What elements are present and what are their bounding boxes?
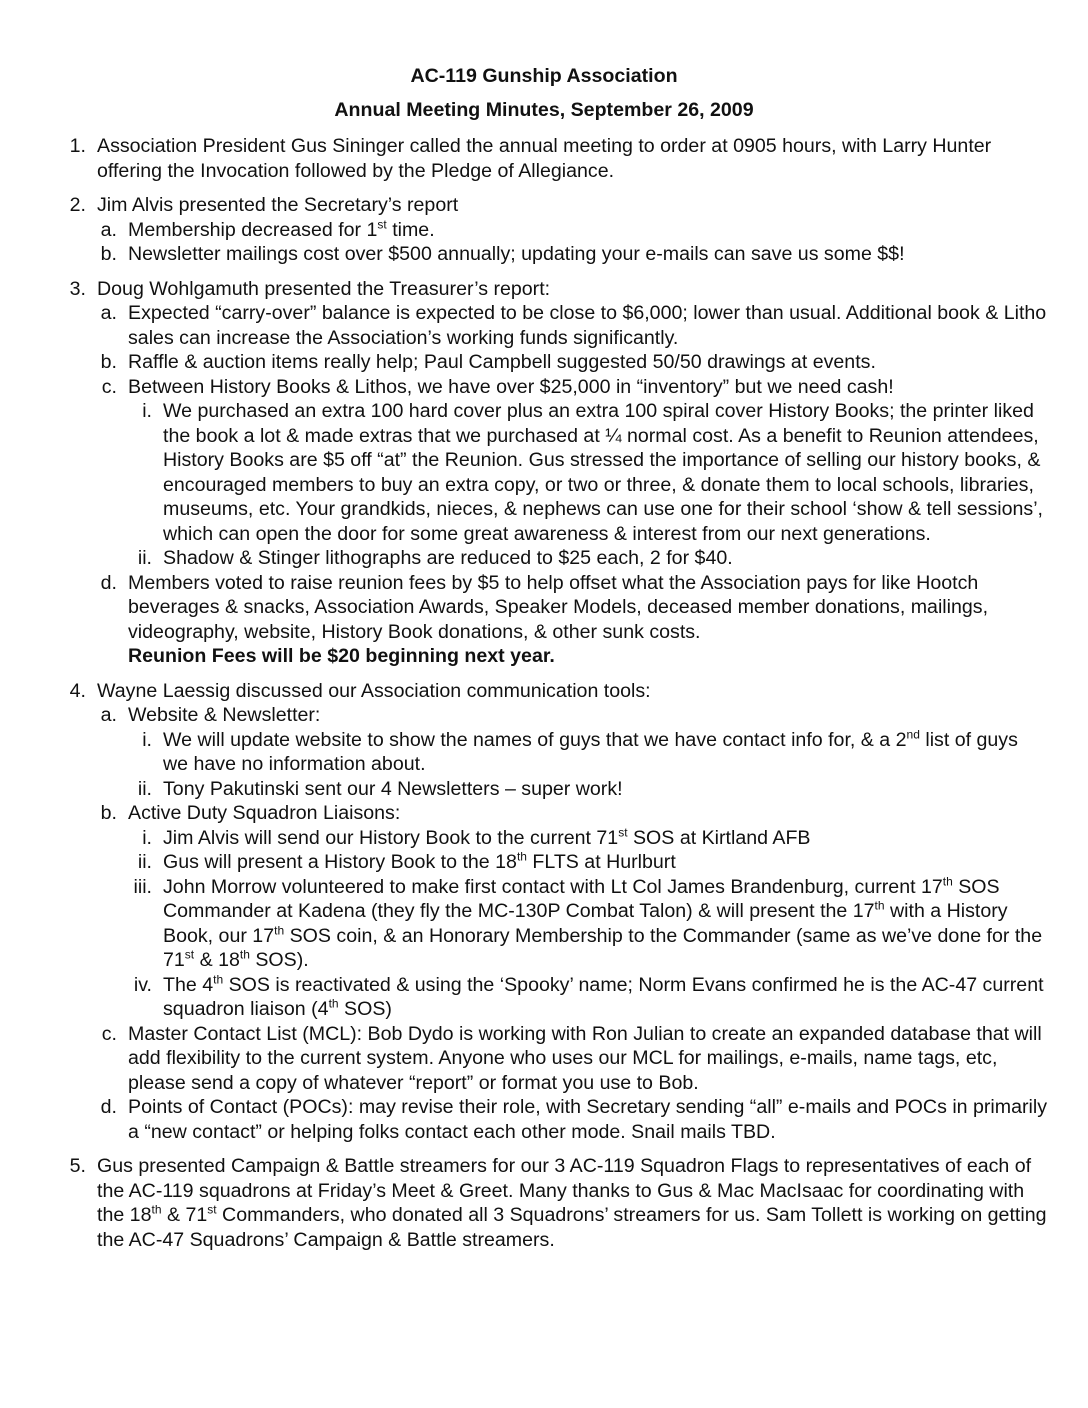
reunion-fees-notice: Reunion Fees will be $20 beginning next year. [128,645,555,667]
subitem-text: Between History Books & Lithos, we have over $25,000 in “inventory” but we need cash! [128,375,894,398]
item-number: 5. [69,1155,86,1177]
subsubitem-4b-ii [128,850,1048,875]
subitem-letter: c. [101,375,117,398]
subsubitem-text: Tony Pakutinski sent our 4 Newsletters – super work! [163,777,623,800]
subitem-letter: a. [100,704,117,726]
subsubitem-text: Shadow & Stinger lithographs are reduced to $25 each, 2 for $40. [163,547,733,569]
subsubitem-numeral: i. [142,728,152,751]
item-text: Doug Wohlgamuth presented the Treasurer’s report: [97,277,551,300]
subsubitem-numeral: i. [142,826,152,849]
subitem-letter: a. [100,302,117,324]
item-number: 3. [69,277,86,300]
item-number: 1. [69,135,86,157]
item-text: Gus presented Campaign & Battle streamers for our 3 AC-119 Squadron Flags to representatives of each of the AC-119 squadrons at Friday’s Meet & Greet. Many thanks to Gus & Mac MacIsaac for coordinating with the 18th & 71st Commanders, who donated all 3 Squadrons’ streamers for us. Sam Tollett is working on getting the AC-47 Squadrons’ Campaign & Battle streamers. [97,1155,1047,1251]
subsubitem-4a-i [128,728,1048,777]
subitem-text: Members voted to raise reunion fees by $5 to help offset what the Association pays for like Hootch beverages & snacks, Association Awards, Speaker Models, deceased member donations, mailings, videography, website, History Book donations, & other sunk costs. [128,571,989,643]
subsubitem-numeral: ii. [137,777,152,800]
subsubitem-text: The 4th SOS is reactivated & using the ‘Spooky’ name; Norm Evans confirmed he is the AC-47 current squadron liaison (4th SOS) [163,971,1044,1020]
subsubitem-4b-i [128,826,1048,851]
subitem-letter: b. [100,802,117,824]
subitem-text: Points of Contact (POCs): may revise their role, with Secretary sending “all” e-mails and POCs in primarily a “new contact” or helping folks contact each other mode. Snail mails TBD. [128,1096,1048,1143]
subsubitem-numeral: iii. [133,875,152,898]
subitem-letter: b. [100,243,117,265]
minutes-item-5 [0,1154,1088,1252]
minutes-item-2 [0,193,1088,267]
subitem-4a [97,703,1048,801]
item-number: 2. [69,194,86,216]
subitem-3b [97,350,1048,375]
item-text: Jim Alvis presented the Secretary’s report [97,194,459,216]
subsubitem-4b-iv [128,973,1048,1022]
subitem-letter: b. [100,351,117,373]
item-text: Association President Gus Sininger called the annual meeting to order at 0905 hours, with Larry Hunter offering the Invocation followed by the Pledge of Allegiance. [97,135,992,182]
minutes-item-1 [0,134,1088,183]
document-title: AC-119 Gunship Association [410,65,678,87]
item-text: Wayne Laessig discussed our Association communication tools: [97,679,651,702]
subitem-2b [97,242,1048,267]
subitem-text: Active Duty Squadron Liaisons: [128,802,401,824]
subitem-text: Website & Newsletter: [128,704,321,726]
subitem-letter: a. [100,218,117,241]
subsubitem-3c-ii [128,546,1048,571]
document-subtitle: Annual Meeting Minutes, September 26, 2009 [334,99,754,121]
minutes-item-4 [0,679,1088,1145]
subitem-text: Newsletter mailings cost over $500 annually; updating your e-mails can save us some $$! [128,243,905,265]
minutes-item-3 [0,277,1088,669]
subsubitem-4b-iii [128,875,1048,973]
subitem-text: Master Contact List (MCL): Bob Dydo is working with Ron Julian to create an expanded database that will add flexibility to the current system. Anyone who uses our MCL for mailings, e-mails, name tags, etc, please send a copy of whatever “report” or format you use to Bob. [128,1022,1042,1094]
subsubitem-text: Gus will present a History Book to the 18th FLTS at Hurlburt [163,849,676,873]
subsubitem-numeral: iv. [133,973,152,996]
subitem-3d [97,571,1048,669]
subsubitem-3c-i [128,399,1048,546]
subsubitem-text: We purchased an extra 100 hard cover plus an extra 100 spiral cover History Books; the printer liked the book a lot & made extras that we purchased at ¼ normal cost. As a benefit to Reunion attendees, History Books are $5 off “at” the Reunion. Gus stressed the importance of selling our history books, & encouraged members to buy an extra copy, or two or three, & donate them to local schools, libraries, museums, etc. Your grandkids, nieces, & nephews can use one for their school ‘show & tell sessions’, which can open the door for some great awareness & interest from our next generations. [163,400,1044,545]
subsubitem-numeral: i. [142,400,152,422]
subitem-4c [97,1022,1048,1096]
subitem-4b [97,801,1048,1022]
subsubitem-4a-ii [128,777,1048,802]
subitem-letter: d. [100,571,117,594]
subitem-letter: c. [101,1022,117,1045]
subitem-3a [97,301,1048,350]
subitem-text: Membership decreased for 1st time. [128,216,435,241]
subitem-4d [97,1095,1048,1144]
subitem-text: Raffle & auction items really help; Paul Campbell suggested 50/50 drawings at events. [128,351,876,373]
subsubitem-text: We will update website to show the names of guys that we have contact info for, & a 2nd list of guys we have no information about. [163,726,1018,775]
subsubitem-numeral: ii. [137,547,152,569]
subitem-2a [97,218,1048,243]
item-number: 4. [69,679,86,702]
subitem-3c [97,375,1048,571]
subitem-text: Expected “carry-over” balance is expected to be close to $6,000; lower than usual. Additional book & Litho sales can increase the Association’s working funds significantly. [128,302,1047,349]
subitem-letter: d. [100,1096,117,1118]
subsubitem-numeral: ii. [137,851,152,873]
subsubitem-text: Jim Alvis will send our History Book to the current 71st SOS at Kirtland AFB [163,824,811,849]
subsubitem-text: John Morrow volunteered to make first contact with Lt Col James Brandenburg, current 17th SOS Commander at Kadena (they fly the MC-130P Combat Talon) & will present the 17th with a History Book, our 17th SOS coin, & an Honorary Membership to the Commander (same as we’ve done for the 71st & 18th SOS). [163,873,1043,971]
minutes-list [0,134,1088,1262]
